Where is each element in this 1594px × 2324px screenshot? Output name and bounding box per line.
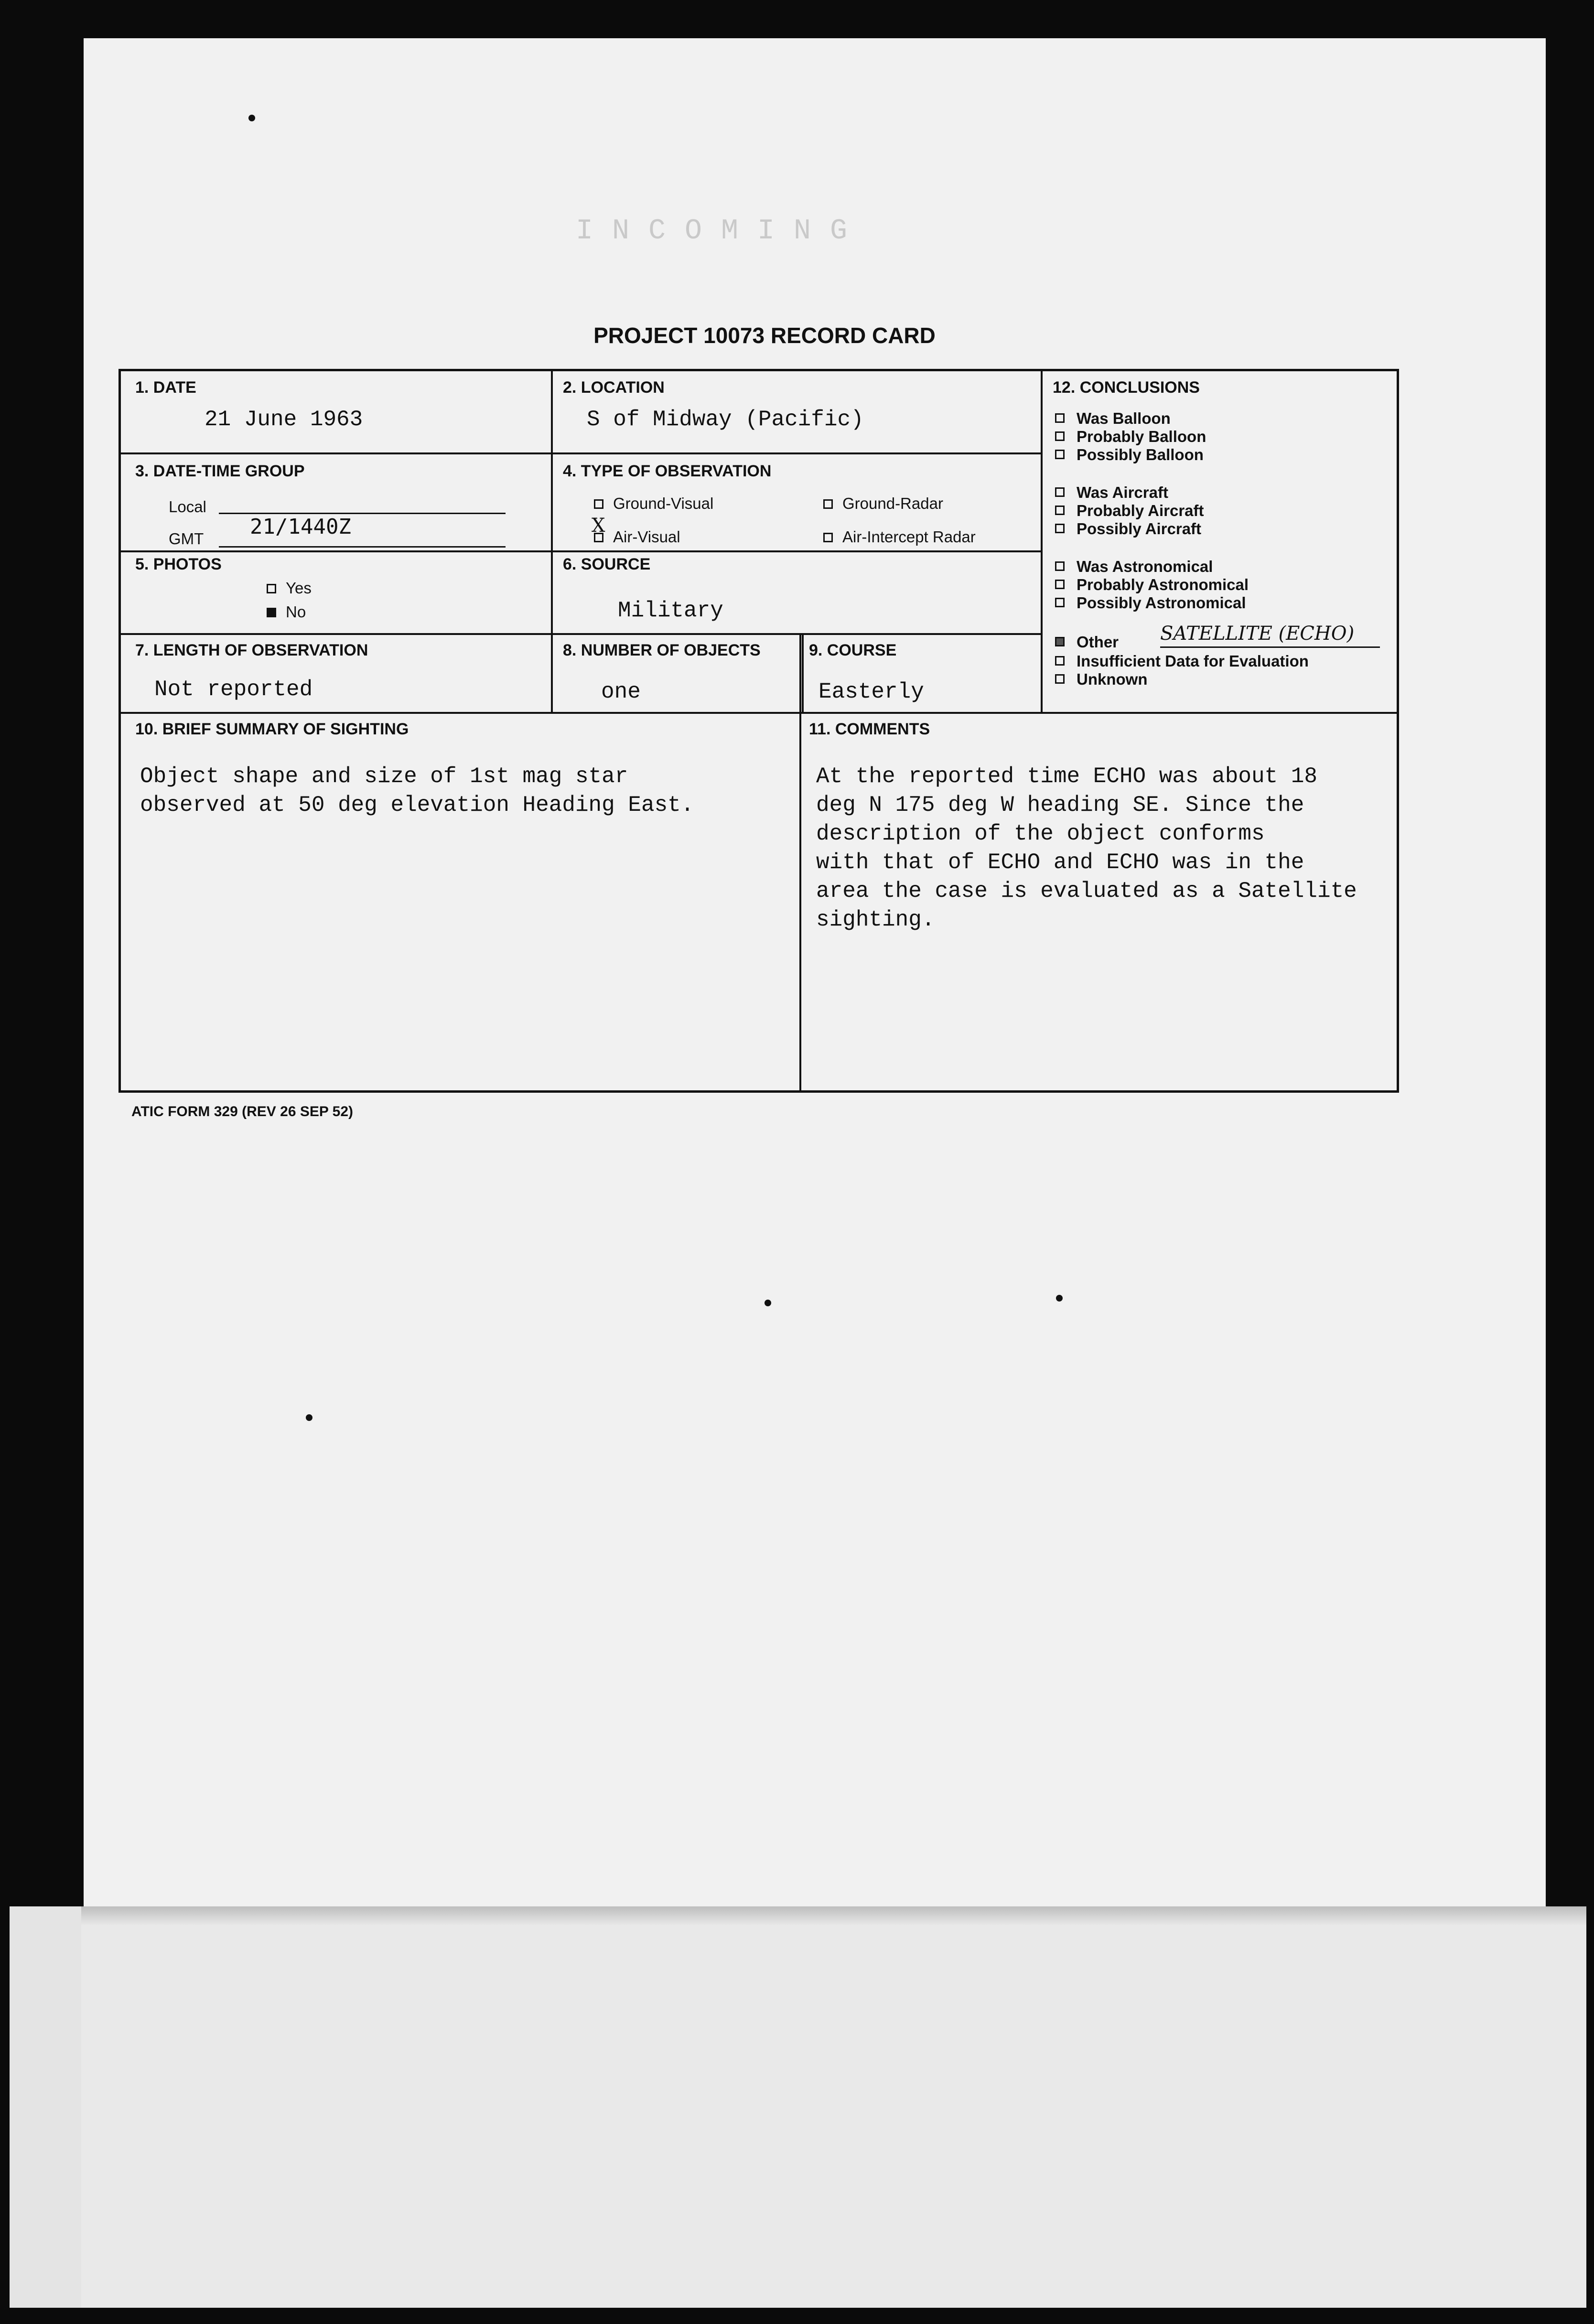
course-value: Easterly [819, 679, 924, 704]
scan-speck [248, 115, 255, 121]
ground-radar-checkbox[interactable] [823, 499, 833, 509]
conclusion-label: Probably Balloon [1077, 428, 1206, 445]
ground-radar-label: Ground-Radar [842, 495, 943, 512]
photos-no-label: No [286, 603, 306, 621]
ground-visual-checkbox[interactable] [594, 499, 603, 509]
conclusion-checkbox-was-astronomical[interactable] [1055, 561, 1065, 571]
source-value: Military [618, 598, 723, 623]
conclusion-label: Probably Astronomical [1077, 576, 1249, 593]
location-label: 2. LOCATION [563, 378, 665, 397]
photos-yes-label: Yes [286, 579, 312, 597]
air-intercept-radar-checkbox[interactable] [823, 533, 833, 542]
conclusion-checkbox-other[interactable] [1055, 637, 1065, 646]
number-of-objects-value: one [601, 679, 641, 704]
gmt-value: 21/1440Z [250, 515, 351, 539]
scan-speck [306, 1414, 312, 1421]
conclusion-label: Possibly Balloon [1077, 446, 1204, 463]
conclusion-checkbox-insufficient-data-for-evaluation[interactable] [1055, 656, 1065, 666]
conclusion-checkbox-unknown[interactable] [1055, 674, 1065, 684]
comments-label: 11. COMMENTS [809, 720, 930, 738]
length-of-observation-label: 7. LENGTH OF OBSERVATION [135, 641, 368, 659]
conclusion-label: Possibly Aircraft [1077, 520, 1202, 538]
type-of-observation-label: 4. TYPE OF OBSERVATION [563, 462, 772, 480]
length-of-observation-value: Not reported [154, 677, 313, 702]
conclusion-label: Was Balloon [1077, 409, 1171, 427]
conclusion-label: Possibly Astronomical [1077, 594, 1246, 612]
comments-text: At the reported time ECHO was about 18 deg N 175 deg W heading SE. Since the description of the object conforms with that of ECHO and ECHO was in the area the case is evaluated as a Satellite sighting. [816, 764, 1357, 932]
conclusion-checkbox-probably-balloon[interactable] [1055, 431, 1065, 441]
bleed-through-text: INCOMING [576, 215, 867, 247]
source-label: 6. SOURCE [563, 555, 651, 573]
record-card [118, 369, 1399, 1093]
conclusion-label: Unknown [1077, 670, 1148, 688]
summary-text: Object shape and size of 1st mag star observed at 50 deg elevation Heading East. [140, 764, 694, 818]
conclusion-label: Probably Aircraft [1077, 502, 1204, 519]
card-title: PROJECT 10073 RECORD CARD [593, 323, 936, 348]
photos-no-checkbox[interactable] [267, 608, 276, 617]
ground-visual-label: Ground-Visual [613, 495, 714, 512]
course-label: 9. COURSE [809, 641, 897, 659]
air-visual-check-mark: X [592, 515, 605, 537]
lower-scan-area [10, 1906, 1586, 2308]
left-scan-strip [10, 1906, 81, 2308]
conclusion-checkbox-probably-astronomical[interactable] [1055, 580, 1065, 589]
date-label: 1. DATE [135, 378, 196, 397]
conclusion-label: Was Aircraft [1077, 484, 1168, 501]
number-of-objects-label: 8. NUMBER OF OBJECTS [563, 641, 761, 659]
conclusion-label: Other [1077, 633, 1119, 651]
conclusion-checkbox-was-balloon[interactable] [1055, 413, 1065, 423]
conclusion-label: Insufficient Data for Evaluation [1077, 652, 1309, 670]
local-label: Local [169, 498, 206, 516]
summary-label: 10. BRIEF SUMMARY OF SIGHTING [135, 720, 409, 738]
scan-speck [765, 1300, 771, 1306]
conclusion-checkbox-possibly-astronomical[interactable] [1055, 598, 1065, 607]
form-id: ATIC FORM 329 (REV 26 SEP 52) [131, 1104, 354, 1119]
conclusion-checkbox-was-aircraft[interactable] [1055, 487, 1065, 497]
conclusions-label: 12. CONCLUSIONS [1053, 378, 1200, 397]
photos-yes-checkbox[interactable] [267, 584, 276, 593]
conclusion-label: Was Astronomical [1077, 558, 1213, 575]
air-intercept-radar-label: Air-Intercept Radar [842, 528, 976, 546]
gmt-label: GMT [169, 530, 204, 548]
air-visual-label: Air-Visual [613, 528, 680, 546]
location-value: S of Midway (Pacific) [587, 407, 864, 432]
other-handwritten-value: SATELLITE (ECHO) [1160, 623, 1355, 645]
conclusion-checkbox-probably-aircraft[interactable] [1055, 506, 1065, 515]
date-value: 21 June 1963 [205, 407, 363, 432]
scan-speck [1056, 1295, 1063, 1302]
conclusion-checkbox-possibly-balloon[interactable] [1055, 450, 1065, 459]
date-time-group-label: 3. DATE-TIME GROUP [135, 462, 305, 480]
photos-label: 5. PHOTOS [135, 555, 222, 573]
conclusion-checkbox-possibly-aircraft[interactable] [1055, 524, 1065, 533]
